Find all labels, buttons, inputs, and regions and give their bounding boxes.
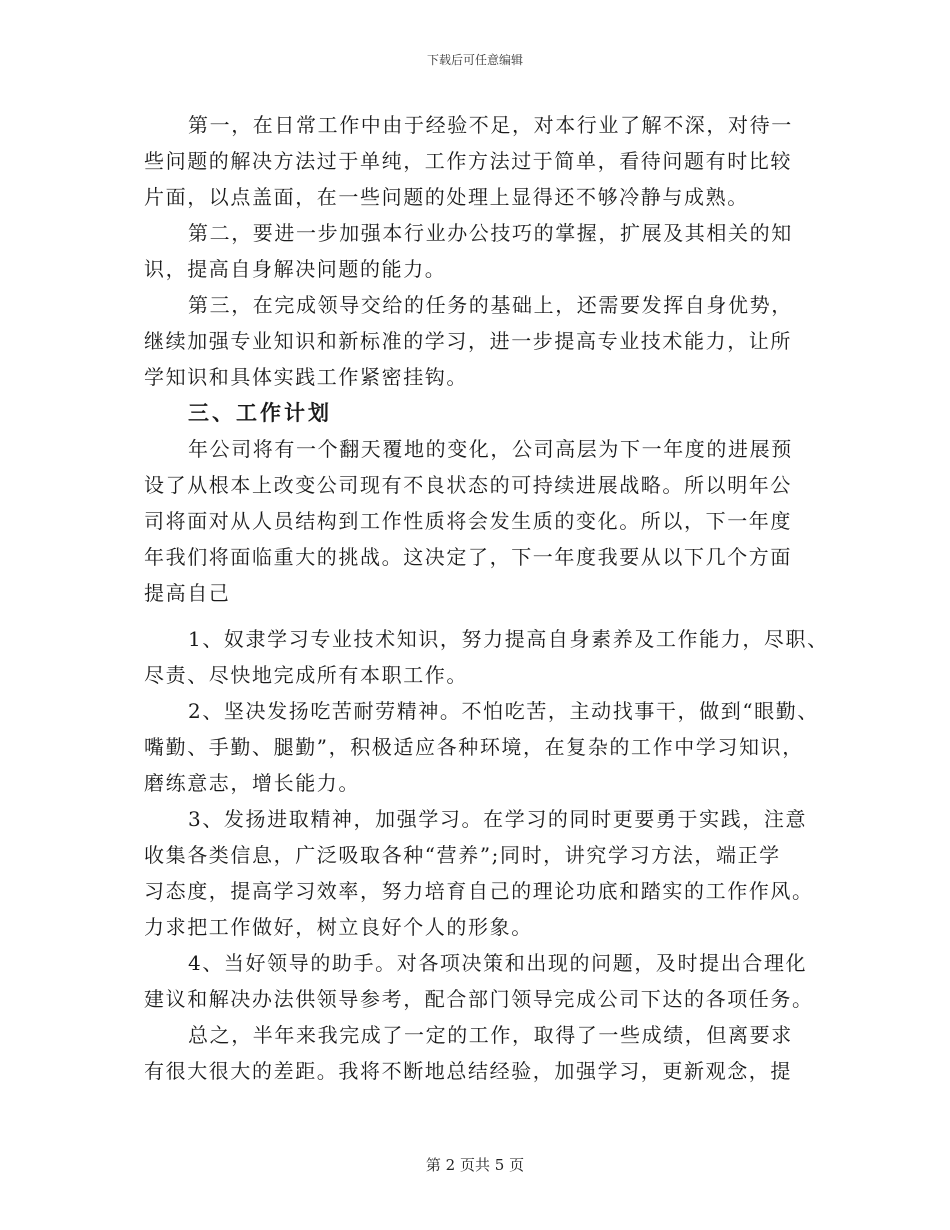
body-line: 司将面对从人员结构到工作性质将会发生质的变化。所以，下一年度 [144,509,792,533]
body-line: 识，提高自身解决问题的能力。 [144,257,447,281]
body-line: 1、奴隶学习专业技术知识，努力提高自身素养及工作能力，尽职、 [188,627,829,651]
body-line: 总之，半年来我完成了一定的工作，取得了一些成绩，但离要求 [188,1023,793,1047]
body-line: 3、发扬进取精神，加强学习。在学习的同时更要勇于实践，注意 [188,807,808,831]
body-line: 2、坚决发扬吃苦耐劳精神。不怕吃苦，主动找事干，做到“眼勤、 [188,699,819,723]
page-footer: 第 2 页共 5 页 [425,1156,525,1174]
page-header: 下载后可任意编辑 [426,53,523,67]
body-line: 设了从根本上改变公司现有不良状态的可持续进展战略。所以明年公 [144,473,792,497]
body-line: 力求把工作做好，树立良好个人的形象。 [144,915,533,939]
body-line: 年公司将有一个翻天覆地的变化，公司高层为下一年度的进展预 [188,437,793,461]
body-line: 第三，在完成领导交给的任务的基础上，还需要发挥自身优势， [188,293,793,317]
section-heading: 三、工作计划 [188,400,332,425]
body-line: 习态度，提高学习效率，努力培育自己的理论功底和踏实的工作作风。 [144,879,814,903]
body-line: 片面，以点盖面，在一些问题的处理上显得还不够冷静与成熟。 [144,185,749,209]
body-line: 学知识和具体实践工作紧密挂钩。 [144,365,468,389]
body-line: 些问题的解决方法过于单纯，工作方法过于简单，看待问题有时比较 [144,149,792,173]
body-line: 年我们将面临重大的挑战。这决定了，下一年度我要从以下几个方面 [144,545,792,569]
body-line: 提高自己 [144,581,231,605]
body-line: 继续加强专业知识和新标准的学习，进一步提高专业技术能力，让所 [144,329,792,353]
body-line: 4、当好领导的助手。对各项决策和出现的问题，及时提出合理化 [188,951,808,975]
body-line: 收集各类信息，广泛吸取各种“营养”;同时，讲究学习方法，端正学 [144,843,781,867]
body-line: 有很大很大的差距。我将不断地总结经验，加强学习，更新观念，提 [144,1059,792,1083]
body-line: 尽责、尽快地完成所有本职工作。 [144,663,468,687]
body-line: 建议和解决办法供领导参考，配合部门领导完成公司下达的各项任务。 [144,987,814,1011]
body-line: 嘴勤、手勤、腿勤”，积极适应各种环境，在复杂的工作中学习知识， [144,735,804,759]
body-line: 第一，在日常工作中由于经验不足，对本行业了解不深，对待一 [188,113,793,137]
body-line: 第二，要进一步加强本行业办公技巧的掌握，扩展及其相关的知 [188,221,793,245]
body-line: 磨练意志，增长能力。 [144,771,360,795]
